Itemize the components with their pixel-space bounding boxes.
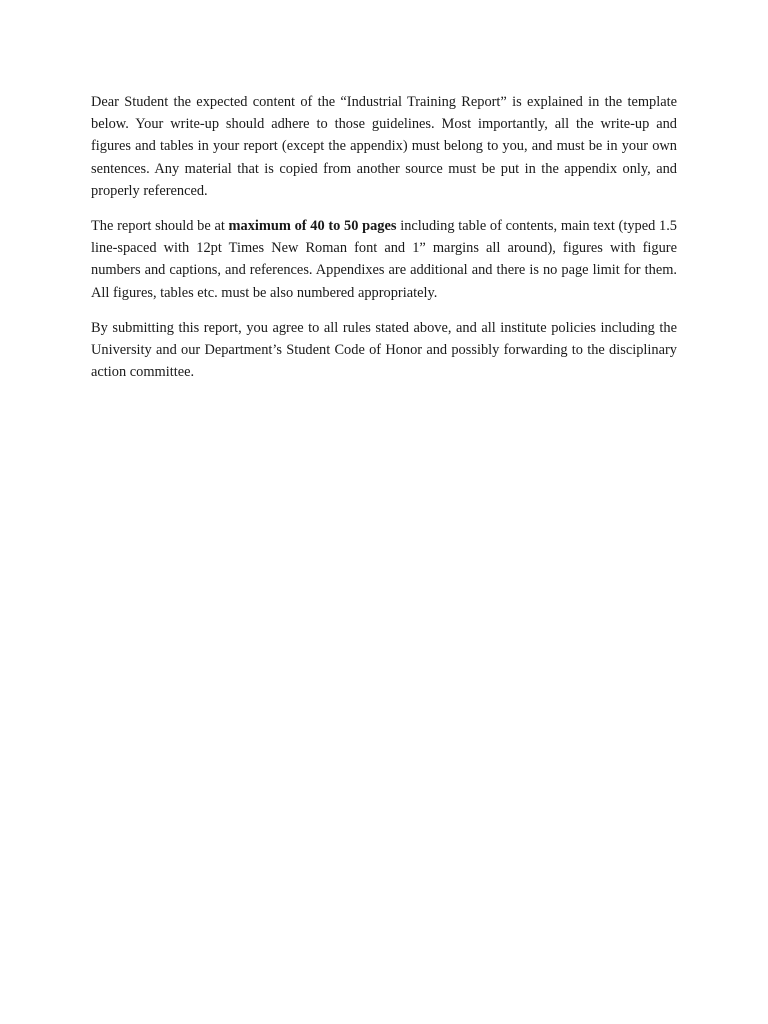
document-body: [91, 91, 677, 396]
agreement-paragraph: By submitting this report, you agree to all rules stated above, and all institute policies including the University and our Department’s Student Code of Honor and possibly forwarding to the disciplinary action committee.: [91, 319, 677, 381]
intro-paragraph: Dear Student the expected content of the “Industrial Training Report” is explained in the template below. Your write-up should adhere to those guidelines. Most importantly, all the write-up and figures and tables in your report (except the appendix) must belong to you, and must be in your own sentences. Any material that is copied from another source must be put in the appendix only, and properly referenced.: [91, 94, 677, 199]
page-limit-text-before: The report should be at: [91, 218, 229, 235]
page-limit-text-after: including table of contents, main text (typed 1.5 line-spaced with 12pt Times New Roman font and 1” margins all around), figures with figure numbers and captions, and references. Appendixes are additional and there is no page limit for them. All figures, tables etc. must be also numbered appropriately.: [91, 218, 677, 301]
page-limit-emphasis: maximum of 40 to 50 pages: [228, 218, 397, 235]
page-limit-paragraph: [91, 215, 677, 304]
